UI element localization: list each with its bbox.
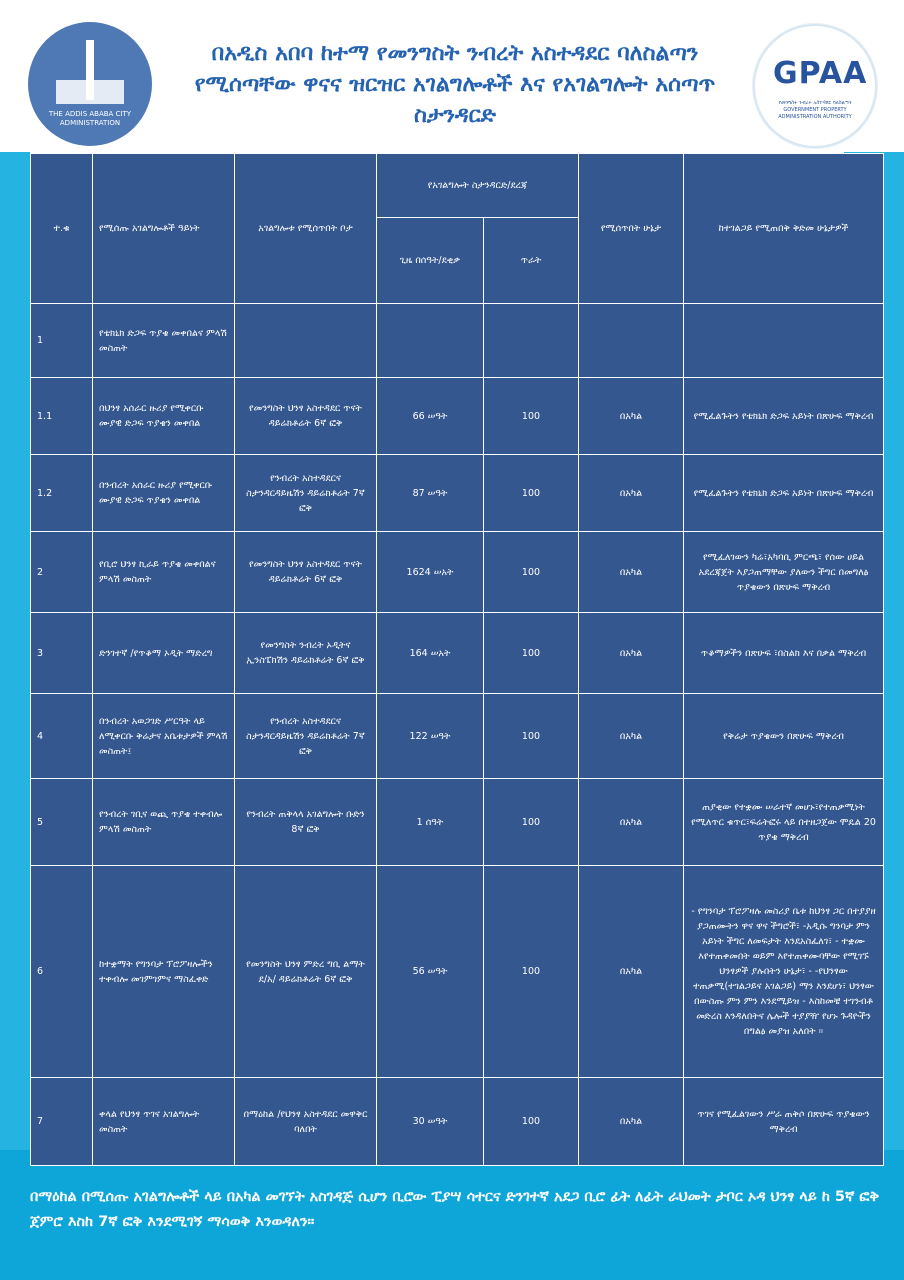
row-service: በንብረት አሰራር ዙሪያ የሚቀርቡ ሙያዊ ድጋፍ ጥያቄን መቀበል <box>93 455 235 532</box>
row-time: 1 ሰዓት <box>377 779 484 866</box>
row-quality: 100 <box>484 866 579 1078</box>
row-number: 1.2 <box>31 455 93 532</box>
row-prereq: ጥቆማዎችን በጽሁፍ ፣በስልክ እና በቃል ማቅረብ <box>684 613 884 694</box>
building-icon <box>56 80 124 104</box>
table-row <box>31 866 884 1078</box>
header-quality: ጥራት <box>484 218 579 304</box>
table-row <box>31 779 884 866</box>
row-quality: 100 <box>484 694 579 779</box>
row-time: 56 ሠዓት <box>377 866 484 1078</box>
row-location: የንብረት አስተዳደርና ስታንዳርዳይዜሽን ዳይሬክቶሬት 7ኛ ፎቅ <box>235 455 377 532</box>
row-prereq: የሚፈለገውን ካሬ፣አካባቢ ምርጫ፣ የሰው ሀይል አደረጃጀት እያጋጠማቸው ያለውን ችግር በመግለፅ ጥያቄውን በጽሁፍ ማቅረብ <box>684 532 884 613</box>
gpaa-logo-mark: GPAA <box>773 56 868 91</box>
row-location: የንብረት ጠቅላላ አገልግሎት ቡድን 8ኛ ፎቅ <box>235 779 377 866</box>
header-standard: የአገልግሎት ስታንዳርድ/ደረጃ <box>377 154 579 218</box>
table-row <box>31 455 884 532</box>
row-time: 66 ሠዓት <box>377 378 484 455</box>
row-service: የቴክኒክ ድጋፍ ጥያቄ መቀበልና ምላሽ መስጠት <box>93 304 235 378</box>
row-prereq: የሚፈልጉትን የቴክኒክ ድጋፍ አይነት በጽሁፍ ማቅረብ <box>684 455 884 532</box>
page-title: በአዲስ አበባ ከተማ የመንግስት ንብረት አስተዳደር ባለስልጣን የሚሰጣቸው ዋናና ዝርዝር አገልግሎቶች እና የአገልግሎት አሰጣጥ ስታንዳርድ <box>194 41 716 128</box>
row-time: 122 ሠዓት <box>377 694 484 779</box>
row-service: የቢሮ ህንፃ ኪራይ ጥያቄ መቀበልና ምላሽ መስጠት <box>93 532 235 613</box>
row-mode: በአካል <box>579 779 684 866</box>
row-quality: 100 <box>484 532 579 613</box>
row-quality: 100 <box>484 779 579 866</box>
row-time: 164 ሠአት <box>377 613 484 694</box>
header-time: ጊዜ በሰዓት/ደቂቃ <box>377 218 484 304</box>
row-mode <box>579 304 684 378</box>
gpaa-logo <box>753 24 877 148</box>
row-time: 1624 ሠአት <box>377 532 484 613</box>
row-prereq: የቅሬታ ጥያቄውን በጽሁፍ ማቅረብ <box>684 694 884 779</box>
row-location: የመንግስት ህንፃ አስተዳደር ጥናት ዳይሬክቶሬት 6ኛ ፎቅ <box>235 378 377 455</box>
row-mode: በአካል <box>579 694 684 779</box>
header <box>0 0 904 152</box>
table-row <box>31 304 884 378</box>
header-no: ተ.ቁ <box>31 154 93 304</box>
header-location: አገልግሎቱ የሚሰጥበት ቦታ <box>235 154 377 304</box>
table-row <box>31 378 884 455</box>
row-number: 5 <box>31 779 93 866</box>
row-service: ከተቋማት የግንባታ ፕሮፖዛሎችን ተቀብሎ መገምገምና ማስፈቀድ <box>93 866 235 1078</box>
row-mode: በአካል <box>579 1078 684 1166</box>
row-location: የመንግስት ንብረት ኦዲትና ኢንስፔክሽን ዳይሬክቶሬት 6ኛ ፎቅ <box>235 613 377 694</box>
row-service: ድንገተኛ /የጥቆማ ኦዲት ማድረግ <box>93 613 235 694</box>
row-number: 3 <box>31 613 93 694</box>
decorative-band-left <box>0 150 30 1150</box>
row-service: ቀላል የህንፃ ጥገና አገልግሎት መስጠት <box>93 1078 235 1166</box>
row-quality: 100 <box>484 613 579 694</box>
row-mode: በአካል <box>579 455 684 532</box>
row-number: 1.1 <box>31 378 93 455</box>
gpaa-logo-text: የመንግስት ንብረት አስተዳደር ባለስልጣን GOVERNMENT PROPERTY ADMINISTRATION AUTHORITY <box>778 100 852 120</box>
row-location: በማዕከል /የህንፃ አስተዳደር መዋቅር ባለበት <box>235 1078 377 1166</box>
row-prereq: ጠያቂው የተቋሙ ሠራተኛ መሆኑ፣የተጠቃሚነት የሚለጥር ቁጥር፣ፍሬትፎሩ ላይ በተዘጋጀው ሞዴል 20 ጥያቄ ማቅረብ <box>684 779 884 866</box>
row-location: የመንግስት ህንፃ ምድረ ግቢ ልማት ደ/አ/ ዳይሬክቶሬት 6ኛ ፎቅ <box>235 866 377 1078</box>
row-number: 2 <box>31 532 93 613</box>
row-number: 1 <box>31 304 93 378</box>
row-number: 4 <box>31 694 93 779</box>
row-quality: 100 <box>484 1078 579 1166</box>
row-service: በንብረት አወጋገድ ሥርዓት ላይ ለሚቀርቡ ቅሬታና አቤቱታዎች ምላሽ መስጠት፤ <box>93 694 235 779</box>
row-mode: በአካል <box>579 378 684 455</box>
footer-note: በማዕከል በሚሰጡ አገልግሎቶች ላይ በአካል መገኘት አስገዳጅ ሲሆን ቢሮው ፒያሣ ሳተርና ድንገተኛ አደጋ ቢሮ ፊት ለፊት ራህመት ታቦር ኦዳ ህንፃ ላይ ከ 5ኛ ፎቅ ጀምሮ እስከ 7ኛ ፎቅ እንደሚገኝ ማሳወቅ እንወዳለን። <box>30 1189 880 1230</box>
row-location <box>235 304 377 378</box>
table-row <box>31 532 884 613</box>
table-row <box>31 694 884 779</box>
header-mode: የሚሰጥበት ሁኔታ <box>579 154 684 304</box>
row-time: 87 ሠዓት <box>377 455 484 532</box>
table-row <box>31 613 884 694</box>
header-service: የሚሰጡ አገልግሎቶች ዓይነት <box>93 154 235 304</box>
header-prereq: ከተገልጋይ የሚጠበቅ ቅድመ ሁኔታዎች <box>684 154 884 304</box>
row-prereq: የሚፈልጉትን የቴክኒክ ድጋፍ አይነት በጽሁፍ ማቅረብ <box>684 378 884 455</box>
row-number: 6 <box>31 866 93 1078</box>
row-mode: በአካል <box>579 613 684 694</box>
addis-ababa-city-logo <box>28 22 152 146</box>
row-service: በህንፃ አሰራር ዙሪያ የሚቀርቡ ሙያዊ ድጋፍ ጥያቄን መቀበል <box>93 378 235 455</box>
row-quality: 100 <box>484 378 579 455</box>
row-quality: 100 <box>484 455 579 532</box>
services-table <box>30 153 884 1166</box>
row-mode: በአካል <box>579 866 684 1078</box>
row-location: የንብረት አስተዳደርና ስታንዳርዳይዜሽን ዳይሬክቶሬት 7ኛ ፎቅ <box>235 694 377 779</box>
row-service: የንብረት ገቢና ወጪ ጥያቄ ተቀብሎ ምላሽ መስጠት <box>93 779 235 866</box>
city-logo-text: THE ADDIS ABABA CITY ADMINISTRATION <box>48 110 132 127</box>
row-prereq: ጥገና የሚፈልገውን ሥራ ጠቅሶ በጽሁፍ ጥያቄውን ማቅረብ <box>684 1078 884 1166</box>
row-time <box>377 304 484 378</box>
row-prereq: - የግንባታ ፕሮፖዛሉ መስሪያ ቤቱ ከህንፃ ጋር በተያያዘ ያጋጠሙትን ዋና ዋና ችግሮች፣ -አዲሱ ግንባታ ምን አይነት ችግር ለመፍታት እንደአስፈለገ፣ - ተቋሙ እየተጠቀመበት ወይም እየተጠቀሙባቸው የሚገኙ ህንፃዎች ያሉበትን ሁኔታ፣ - -የህንፃው ተጠቃሚ(ተገልጋይና አገልጋይ) ማን እንደሆነ፣ ህንፃው በውስጡ ምን ምን እንደሚይዝ - እስከመቼ ተገንብቶ መድረስ እንዳለበትና ሌሎች ተያያዥ የሆኑ ጉዳዮችን በግልፅ መያዝ አለበት ። <box>684 866 884 1078</box>
row-quality <box>484 304 579 378</box>
row-prereq <box>684 304 884 378</box>
row-time: 30 ሠዓት <box>377 1078 484 1166</box>
row-mode: በአካል <box>579 532 684 613</box>
row-number: 7 <box>31 1078 93 1166</box>
table-row <box>31 1078 884 1166</box>
row-location: የመንግስት ህንፃ አስተዳደር ጥናት ዳይሬክቶሬት 6ኛ ፎቅ <box>235 532 377 613</box>
